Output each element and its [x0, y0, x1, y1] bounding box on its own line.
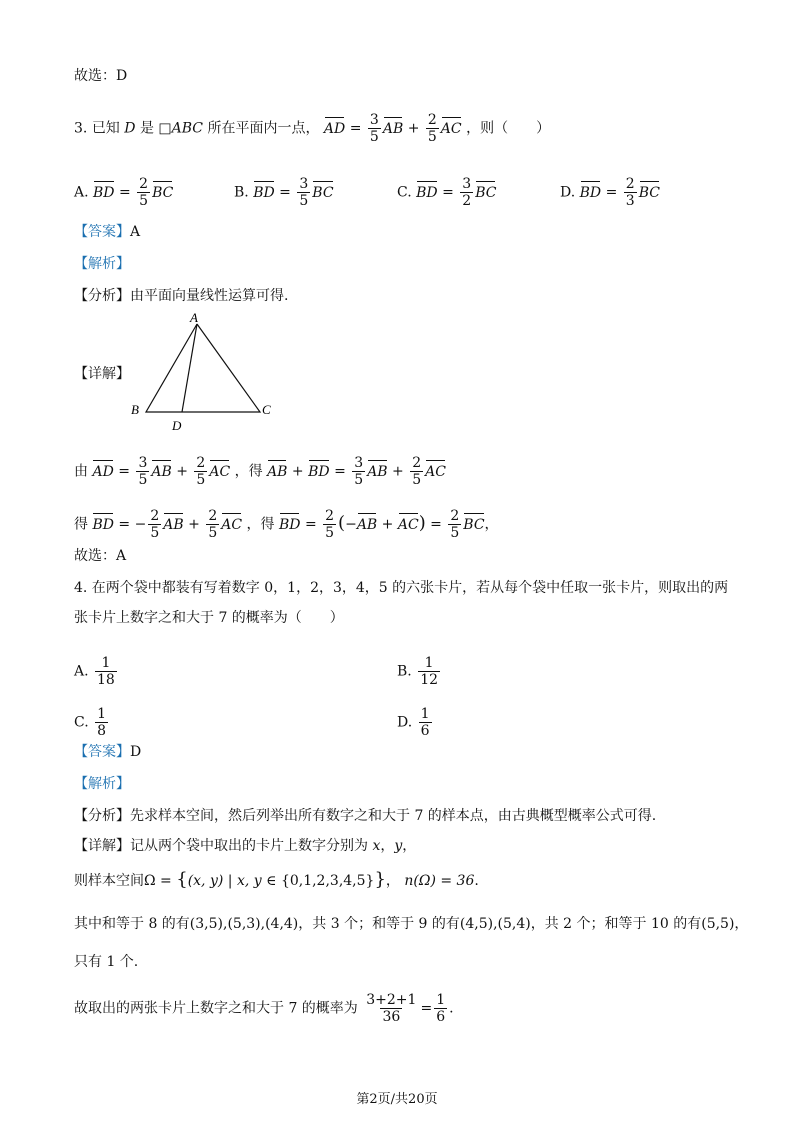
eq-sign: =: [420, 1000, 433, 1017]
fenxi-text: 由平面向量线性运算可得.: [130, 288, 289, 304]
period: .: [474, 873, 479, 889]
numerator: 2: [450, 508, 460, 524]
enumeration-line: 其中和等于 8 的有(3,5),(5,3),(4,4)，共 3 个；和等于 9 的有(4,5),(5,4)，共 2 个；和等于 10 的有(5,5)，: [74, 916, 749, 932]
denominator: 5: [369, 129, 379, 145]
frac: [419, 706, 432, 739]
numerator: 3: [462, 176, 472, 192]
vec-ab: AB: [267, 463, 288, 480]
xiangjie-label-q3: 【详解】: [74, 366, 130, 382]
fenxi-label: 【分析】: [74, 808, 130, 824]
q4-option-c: [74, 706, 110, 739]
analysis-label-q3: [74, 254, 130, 274]
vec-ac: AC: [440, 120, 462, 137]
q4-option-b: [397, 655, 442, 688]
eq-sign: =: [605, 184, 618, 201]
answer-value: A: [130, 224, 141, 240]
q3-triangle-symbol: □: [158, 120, 172, 137]
analysis-label-q4: [74, 774, 130, 794]
option-label: C.: [74, 714, 89, 731]
denominator: 5: [139, 193, 149, 209]
minus-sign: −: [345, 516, 357, 533]
q3-text-c: 所在平面内一点，: [207, 120, 320, 137]
numerator: 1: [420, 706, 430, 722]
vec-ac: AC: [221, 516, 243, 533]
numerator: 3+2+1: [366, 992, 417, 1008]
eq-sign: =: [349, 120, 362, 137]
label-a: A: [190, 310, 198, 325]
q3-solution-line1: [74, 455, 446, 488]
numerator: 2: [150, 508, 160, 524]
sample-space-line: [74, 870, 479, 891]
eq-sign: =: [155, 873, 177, 889]
frac: [352, 455, 365, 488]
vec-ab: AB: [356, 516, 378, 533]
denominator: 5: [299, 193, 309, 209]
label-c: C: [262, 402, 271, 417]
vec-bc: BC: [152, 184, 174, 201]
q3-number: 3.: [74, 120, 88, 137]
var-y: y: [394, 838, 403, 854]
q3-option-c: [397, 176, 496, 209]
plus-sign: +: [392, 463, 404, 480]
denominator: 8: [97, 723, 107, 739]
frac: [460, 176, 473, 209]
omega-symbol: Ω: [144, 873, 156, 889]
condition: x, y ∈: [236, 873, 281, 889]
numerator: 1: [101, 655, 111, 671]
denominator: 5: [208, 525, 218, 541]
vec-ad: AD: [92, 463, 114, 480]
text: ，得: [234, 463, 263, 480]
denominator: 5: [325, 525, 335, 541]
option-label: A.: [74, 663, 89, 680]
numerator: 2: [625, 176, 635, 192]
label-d: D: [172, 418, 182, 433]
text: 由: [74, 463, 88, 480]
analysis-label: 【解析】: [74, 776, 130, 792]
frac: [434, 992, 447, 1025]
q3-tail: ，则（ ）: [466, 120, 551, 137]
eq-sign: =: [334, 463, 346, 480]
numerator: 2: [139, 176, 149, 192]
vec-ab: AB: [151, 463, 172, 480]
answer-line-q4: [74, 742, 141, 762]
frac: [410, 455, 423, 488]
frac: [148, 508, 161, 541]
vec-bd: BD: [308, 463, 330, 480]
frac: [418, 655, 440, 688]
probability-line: [74, 992, 454, 1025]
vec-ab: AB: [163, 516, 184, 533]
vec-bc: BC: [463, 516, 485, 533]
choice-line-q3: 故选：A: [74, 548, 127, 564]
denominator: 5: [354, 472, 364, 488]
vec-ac: AC: [397, 516, 419, 533]
brace-left: {: [176, 869, 188, 890]
numerator: 2: [208, 508, 218, 524]
denominator: 5: [427, 129, 437, 145]
vec-bd: BD: [92, 516, 114, 533]
eq-sign: =: [118, 184, 131, 201]
frac: [137, 176, 150, 209]
eq-sign: =: [430, 516, 442, 533]
denominator: 18: [97, 672, 115, 688]
text: 得: [74, 516, 88, 533]
digit-set: {0,1,2,3,4,5}: [280, 873, 375, 889]
denominator: 6: [420, 723, 430, 739]
xiangjie-label: 【详解】: [74, 838, 130, 854]
plus-sign: +: [291, 463, 304, 480]
denominator: 5: [196, 472, 206, 488]
vec-ab: AB: [382, 120, 404, 137]
vec-bc: BC: [312, 184, 334, 201]
frac: [624, 176, 637, 209]
eq-sign: =: [304, 516, 317, 533]
q3-option-b: [234, 176, 334, 209]
fenxi-text: 先求样本空间，然后列举出所有数字之和大于 7 的样本点，由古典概型概率公式可得.: [130, 808, 657, 824]
frac-3-5: [368, 112, 381, 145]
plus-sign: +: [407, 120, 420, 137]
answer-label: 【答案】: [74, 224, 130, 240]
q3-point-d: D: [124, 120, 136, 137]
frac: [95, 706, 108, 739]
numerator: 2: [427, 112, 437, 128]
page-footer: 第2页/共20页: [356, 1092, 438, 1107]
answer-line-q3: [74, 222, 140, 242]
label-b: B: [131, 402, 139, 417]
q3-text-a: 已知: [91, 120, 120, 137]
denominator: 5: [412, 472, 422, 488]
q4-option-a: [74, 655, 119, 688]
numerator: 2: [412, 455, 422, 471]
q3-triangle-abc: ABC: [171, 120, 204, 137]
var-x: x: [372, 838, 381, 854]
numerator: 3: [138, 455, 148, 471]
eq-sign: =: [118, 463, 130, 480]
triangle-figure: [126, 306, 276, 434]
numerator: 1: [436, 992, 446, 1008]
option-label: B.: [234, 184, 249, 201]
text: 故取出的两张卡片上数字之和大于 7 的概率为: [74, 1000, 358, 1017]
choice-line-q2: 故选：D: [74, 68, 128, 84]
option-label: D.: [397, 714, 413, 731]
plus-sign: +: [176, 463, 188, 480]
question-3: [74, 112, 550, 145]
vec-ab: AB: [367, 463, 388, 480]
denominator: 12: [420, 672, 439, 688]
frac: [364, 992, 418, 1025]
option-label: A.: [74, 184, 89, 201]
text: ，得: [246, 516, 275, 533]
plus-sign: +: [188, 516, 200, 533]
triangle-abc-shape: [146, 324, 260, 412]
numerator: 3: [299, 176, 309, 192]
comma: ，: [484, 516, 499, 533]
denominator: 5: [138, 472, 148, 488]
frac: [448, 508, 461, 541]
vec-ac: AC: [209, 463, 231, 480]
frac: [136, 455, 149, 488]
vec-ac: AC: [425, 463, 446, 480]
xiangjie-line-q4: [74, 836, 416, 856]
comma: ，: [385, 873, 400, 889]
numerator: 3: [354, 455, 364, 471]
question-4-line2: 张卡片上数字之和大于 7 的概率为（ ）: [74, 610, 344, 626]
q3-option-d: [560, 176, 660, 209]
eq-sign: =: [279, 184, 291, 201]
minus-sign: −: [134, 516, 147, 533]
numerator: 1: [97, 706, 107, 722]
question-4-line1: 4. 在两个袋中都装有写着数字 0，1，2，3，4，5 的六张卡片，若从每个袋中任取一张卡片，则取出的两: [74, 580, 729, 596]
pair: (x, y): [187, 873, 224, 889]
fenxi-label: 【分析】: [74, 288, 130, 304]
brace-right: }: [374, 869, 386, 890]
frac: [206, 508, 219, 541]
q4-option-d: [397, 706, 434, 739]
numerator: 2: [325, 508, 335, 524]
plus-sign: +: [381, 516, 394, 533]
text: 则样本空间: [74, 873, 144, 889]
denominator: 5: [450, 525, 460, 541]
q3-solution-line2: [74, 508, 499, 541]
comma: ，: [380, 838, 395, 854]
frac: [194, 455, 207, 488]
vec-ad: AD: [323, 120, 346, 137]
frac-2-5: [426, 112, 439, 145]
analysis-label: 【解析】: [74, 256, 130, 272]
numerator: 2: [196, 455, 206, 471]
option-label: B.: [397, 663, 412, 680]
period: .: [449, 1000, 454, 1017]
vec-bd: BD: [278, 516, 301, 533]
vec-bc: BC: [638, 184, 660, 201]
paren-right: ): [418, 512, 426, 534]
eq-sign: =: [442, 184, 454, 201]
answer-label: 【答案】: [74, 744, 130, 760]
vec-bd: BD: [93, 184, 115, 201]
fenxi-line-q4: [74, 806, 656, 826]
frac: [297, 176, 310, 209]
text: 记从两个袋中取出的卡片上数字分别为: [130, 838, 368, 854]
eq-sign: =: [118, 516, 131, 533]
denominator: 36: [382, 1009, 401, 1025]
sample-count: n(Ω) = 36: [404, 873, 475, 889]
comma: ，: [402, 838, 417, 854]
denominator: 5: [150, 525, 160, 541]
q3-text-b: 是: [139, 120, 154, 137]
bar: |: [223, 873, 237, 889]
frac: [95, 655, 117, 688]
frac: [323, 508, 336, 541]
denominator: 3: [625, 193, 635, 209]
paren-left: (: [338, 512, 346, 534]
vec-bc: BC: [475, 184, 497, 201]
denominator: 6: [436, 1009, 446, 1025]
fenxi-line-q3: [74, 286, 288, 306]
vec-bd: BD: [416, 184, 438, 201]
denominator: 2: [462, 193, 472, 209]
vec-bd: BD: [253, 184, 275, 201]
numerator: 1: [424, 655, 434, 671]
option-label: D.: [560, 184, 576, 201]
q3-option-a: [74, 176, 173, 209]
enumeration-line2: 只有 1 个.: [74, 954, 139, 970]
option-label: C.: [397, 184, 412, 201]
vec-bd: BD: [579, 184, 602, 201]
answer-value: D: [130, 744, 142, 760]
numerator: 3: [369, 112, 379, 128]
